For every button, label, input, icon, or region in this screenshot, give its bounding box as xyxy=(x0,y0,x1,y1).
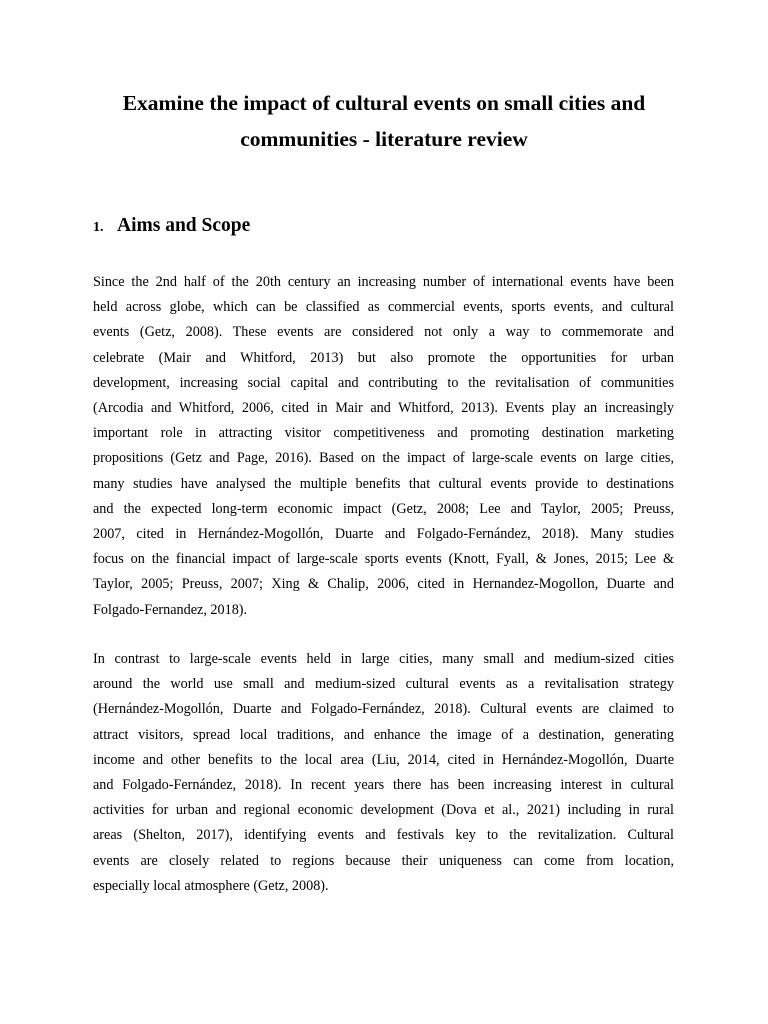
paragraph-1-line: development, increasing social capital and contributing to the revitalisation of communities xyxy=(93,374,674,391)
paragraph-2-line: income and other benefits to the local area (Liu, 2014, cited in Hernández-Mogollón, Duarte xyxy=(93,751,674,768)
paragraph-2-line: In contrast to large-scale events held in large cities, many small and medium-sized cities xyxy=(93,651,674,667)
paragraph-1-line: 2007, cited in Hernández-Mogollón, Duarte and Folgado-Fernández, 2018). Many studies xyxy=(93,526,674,543)
paragraph-1-line: Taylor, 2005; Preuss, 2007; Xing & Chalip, 2006, cited in Hernandez-Mogollon, Duarte and xyxy=(93,576,674,593)
paragraph-1-line: important role in attracting visitor competitiveness and promoting destination marketing xyxy=(93,425,674,442)
paragraph-1 xyxy=(93,270,674,623)
paragraph-2-line: areas (Shelton, 2017), identifying events and festivals key to the revitalization. Cultural xyxy=(93,827,674,844)
paragraph-2-line: events are closely related to regions because their uniqueness can come from location, xyxy=(93,852,674,869)
document-title-line-1: Examine the impact of cultural events on small cities and xyxy=(122,91,646,115)
paragraph-1-line: celebrate (Mair and Whitford, 2013) but also promote the opportunities for urban xyxy=(93,349,674,366)
section-heading-text: Aims and Scope xyxy=(117,215,251,236)
paragraph-1-line: focus on the financial impact of large-scale sports events (Knott, Fyall, & Jones, 2015; Lee & xyxy=(93,551,674,568)
paragraph-2-line: and Folgado-Fernández, 2018). In recent years there has been increasing interest in cultural xyxy=(93,777,674,794)
paragraph-1-line: events (Getz, 2008). These events are considered not only a way to commemorate and xyxy=(93,324,674,341)
paragraph-2-line: around the world use small and medium-sized cultural events as a revitalisation strategy xyxy=(93,676,674,693)
paragraph-1-line: held across globe, which can be classified as commercial events, sports events, and cultural xyxy=(93,299,674,316)
paragraph-2-line: activities for urban and regional economic development (Dova et al., 2021) including in rural xyxy=(93,802,674,819)
document-title-line-2: communities - literature review xyxy=(240,127,528,151)
paragraph-2-line: especially local atmosphere (Getz, 2008). xyxy=(93,877,329,894)
section-number: 1. xyxy=(93,220,104,235)
paragraph-1-line: Folgado-Fernandez, 2018). xyxy=(93,601,248,618)
paragraph-2-line: (Hernández-Mogollón, Duarte and Folgado-Fernández, 2018). Cultural events are claimed to xyxy=(93,701,674,718)
paragraph-2 xyxy=(93,647,674,899)
paragraph-1-line: many studies have analysed the multiple benefits that cultural events provide to destinations xyxy=(93,475,674,492)
paragraph-1-line: and the expected long-term economic impact (Getz, 2008; Lee and Taylor, 2005; Preuss, xyxy=(93,500,674,517)
paragraph-1-line: Since the 2nd half of the 20th century an increasing number of international events have been xyxy=(93,274,674,290)
section-heading xyxy=(93,211,493,238)
paragraph-1-line: (Arcodia and Whitford, 2006, cited in Mair and Whitford, 2013). Events play an increasingly xyxy=(93,400,674,417)
paragraph-1-line: propositions (Getz and Page, 2016). Based on the impact of large-scale events on large cities, xyxy=(93,450,674,467)
paragraph-2-line: attract visitors, spread local traditions, and enhance the image of a destination, generating xyxy=(93,726,674,743)
